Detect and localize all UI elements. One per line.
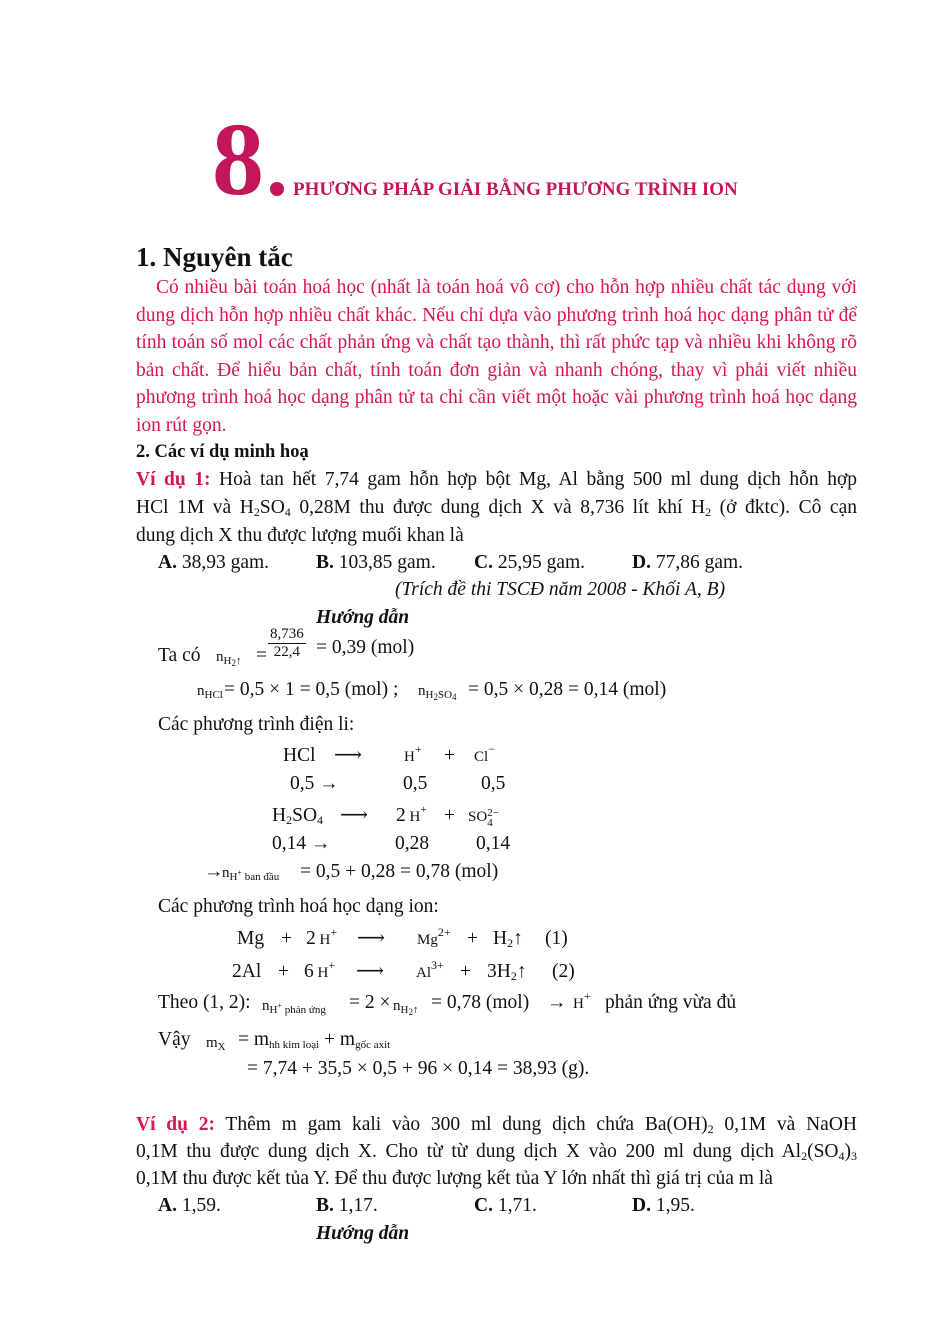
ion-eq2-al: 2Al: [232, 961, 262, 982]
plus-sign: +: [467, 928, 478, 949]
example2-text2c: ): [844, 1141, 851, 1162]
example2-option-c: C. 1,71.: [474, 1195, 537, 1216]
ion-eq1-h2: $H_2↑$: [493, 928, 523, 950]
example2-text2b: (SO: [807, 1141, 839, 1162]
chapter-title: PHƯƠNG PHÁP GIẢI BẰNG PHƯƠNG TRÌNH ION: [293, 179, 738, 200]
example1-label: Ví dụ 1:: [136, 469, 211, 490]
theo-end: phản ứng vừa đủ: [605, 992, 737, 1013]
right-arrow-icon: ⟶: [334, 745, 362, 766]
ion-equations-title: Các phương trình hoá học dạng ion:: [158, 896, 439, 917]
n-h2-symbol-2: $n_{H_2↑}$: [393, 998, 419, 1017]
vay-label: Vậy: [158, 1029, 191, 1050]
n-h-plus-sub-label: ban đầu: [244, 871, 280, 883]
example1-option-c: C. 25,95 gam.: [474, 552, 586, 573]
ion-eq1-mg-ion: $Mg^{2+}$: [417, 925, 451, 948]
plus-sign: +: [278, 961, 289, 982]
section-heading-examples: 2. Các ví dụ minh hoạ: [136, 442, 309, 462]
example1-option-b: B. 103,85 gam.: [316, 552, 436, 573]
principle-paragraph: Có nhiều bài toán hoá học (nhất là toán hoá vô cơ) cho hỗn hợp nhiều chất tác dụng với dung dịch hỗn hợp nhiều chất khác. Nếu chỉ dựa vào phương trình hoá học dạng phân tử để tính toán số mol các chất phản ứng và chất tạo thành, thì rất phức tạp và nhiều khi không rõ bản chất. Để hiểu bản chất, tính toán đơn giản và nhanh chóng, thay vì phải viết nhiều phương trình hoá học dạng phân tử ta chỉ cần viết một hoặc vài phương trình hoá học dạng ion rút gọn.: [136, 277, 857, 436]
h-plus-symbol: H+: [573, 989, 591, 1012]
example1-text2b: SO: [259, 497, 285, 518]
example1-text1: Hoà tan hết 7,74 gam hỗn hợp bột Mg, Al bằng 500 ml dung dịch hỗn hợp: [219, 469, 858, 490]
n-h-plus-total: = 0,5 + 0,28 = 0,78 (mol): [300, 861, 499, 882]
example2-line2: 0,1M thu được dung dịch X. Cho từ từ dung dịch X vào 200 ml dung dịch $Al_2(SO_4)_3$: [136, 1141, 857, 1163]
example2-text2a: 0,1M thu được dung dịch X. Cho từ từ dung dịch X vào 200 ml dung dịch Al: [136, 1141, 802, 1162]
eq-hcl-val-3: 0,5: [481, 773, 506, 794]
ion-eq1-proton: 2 H+: [306, 925, 338, 949]
n-h-plus-symbol: $n_{H^+ ban đầu}$: [222, 865, 280, 883]
n-h2-symbol: $n_{H_2↑}$: [216, 649, 242, 668]
example2-text1b: 0,1M và NaOH: [713, 1114, 857, 1135]
example2-line1: Ví dụ 2: Thêm m gam kali vào 300 ml dung dịch chứa $Ba(OH)_2$ 0,1M và NaOH: [136, 1114, 857, 1136]
example2-guide-heading: Hướng dẫn: [316, 1223, 410, 1244]
eq-hcl-val-2: 0,5: [403, 773, 428, 794]
theo-mid: = 2 ×: [349, 992, 391, 1013]
bullet-dot-icon: [270, 182, 284, 196]
eq-h2so4-val-2: 0,28: [395, 833, 430, 854]
right-arrow-icon: →: [547, 992, 567, 1013]
eq-h2so4-val-3: 0,14: [476, 833, 511, 854]
example1-text2a: HCl 1M và H: [136, 497, 254, 518]
n-h-reacted-sub-label: phản ứng: [284, 1004, 326, 1016]
m-x-symbol: $m_X$: [206, 1035, 226, 1053]
plus-sign: +: [444, 805, 455, 826]
example1-text2c: 0,28M thu được dung dịch X và 8,736 lít khí H: [290, 497, 706, 518]
section-heading-principle: 1. Nguyên tắc: [136, 242, 293, 272]
dienli-title: Các phương trình điện li:: [158, 714, 355, 735]
eq-hcl-chloride: Cl−: [474, 742, 495, 765]
example1-text2d: (ở đktc). Cô cạn: [711, 497, 857, 518]
theo-result: = 0,78 (mol): [431, 992, 530, 1013]
eq-h2so4-val-1: 0,14 →: [272, 833, 331, 854]
n-h-reacted-symbol: $n_{H^+ phản ứng}$: [262, 998, 326, 1016]
equals-sign: =: [256, 645, 267, 666]
example2-line3: 0,1M thu được kết tủa Y. Để thu được lượng kết tủa Y lớn nhất thì giá trị của m là: [136, 1168, 773, 1189]
example1-guide-heading: Hướng dẫn: [316, 607, 410, 628]
n-h2-result: = 0,39 (mol): [316, 637, 415, 658]
plus-sign: +: [281, 928, 292, 949]
n-hcl-symbol: $n_{HCl}$: [197, 683, 223, 701]
example2-text1a: Thêm m gam kali vào 300 ml dung dịch chứa Ba(OH): [225, 1114, 708, 1135]
ion-eq2-tag: (2): [552, 961, 575, 982]
eq-hcl-val-1: 0,5 →: [290, 773, 339, 794]
right-arrow-icon: →: [204, 861, 224, 882]
chapter-number: 8: [212, 102, 262, 217]
right-arrow-icon: ⟶: [357, 928, 385, 949]
eq-h2so4-proton: 2 H+: [396, 802, 428, 826]
n-h2so4-symbol: $n_{H_2SO_4}$: [418, 683, 457, 702]
ion-eq2-al-ion: $Al^{3+}$: [416, 958, 444, 981]
eq-h2so4-reactant: $H_2SO_4$: [272, 805, 324, 827]
plus-sign: +: [460, 961, 471, 982]
right-arrow-icon: ⟶: [340, 805, 368, 826]
example1-line3: dung dịch X thu được lượng muối khan là: [136, 525, 464, 546]
plus-sign: +: [444, 745, 455, 766]
example2-option-d: D. 1,95.: [632, 1195, 695, 1216]
fraction-h2: $\frac{8,736}{22,4}$: [270, 626, 304, 660]
m-x-expression: = $m_{hh kim loại} + m_{gốc axit}$: [238, 1029, 391, 1051]
n-hcl-value: = 0,5 × 1 = 0,5 (mol) ;: [224, 679, 399, 700]
example1-line1: [136, 466, 857, 493]
example1-source: (Trích đề thi TSCĐ năm 2008 - Khối A, B): [395, 579, 726, 600]
example2-option-b: B. 1,17.: [316, 1195, 378, 1216]
example1-option-a: A. 38,93 gam.: [158, 552, 270, 573]
ion-eq2-proton: 6 H+: [304, 958, 336, 982]
eq-hcl-reactant: HCl: [283, 745, 316, 766]
ion-eq2-h2: $3H_2↑$: [487, 961, 527, 983]
right-arrow-icon: ⟶: [356, 961, 384, 982]
example2-label: Ví dụ 2:: [136, 1114, 215, 1135]
example2-option-a: A. 1,59.: [158, 1195, 221, 1216]
example1-line2: HCl 1M và $H_2SO_4$ 0,28M thu được dung dịch X và 8,736 lít khí $H_2$ (ở đktc). Cô cạn: [136, 497, 857, 519]
ion-eq1-tag: (1): [545, 928, 568, 949]
n-h2so4-value: = 0,5 × 0,28 = 0,14 (mol): [468, 679, 667, 700]
eq-hcl-proton: H+: [404, 742, 422, 765]
ta-co-label: Ta có: [158, 645, 201, 666]
example1-option-d: D. 77,86 gam.: [632, 552, 744, 573]
theo-prefix: Theo (1, 2):: [158, 992, 251, 1013]
eq-h2so4-sulfate: SO 2− 4: [468, 806, 499, 829]
m-x-final: = 7,74 + 35,5 × 0,5 + 96 × 0,14 = 38,93 (g).: [247, 1058, 590, 1079]
ion-eq1-mg: Mg: [237, 928, 265, 949]
